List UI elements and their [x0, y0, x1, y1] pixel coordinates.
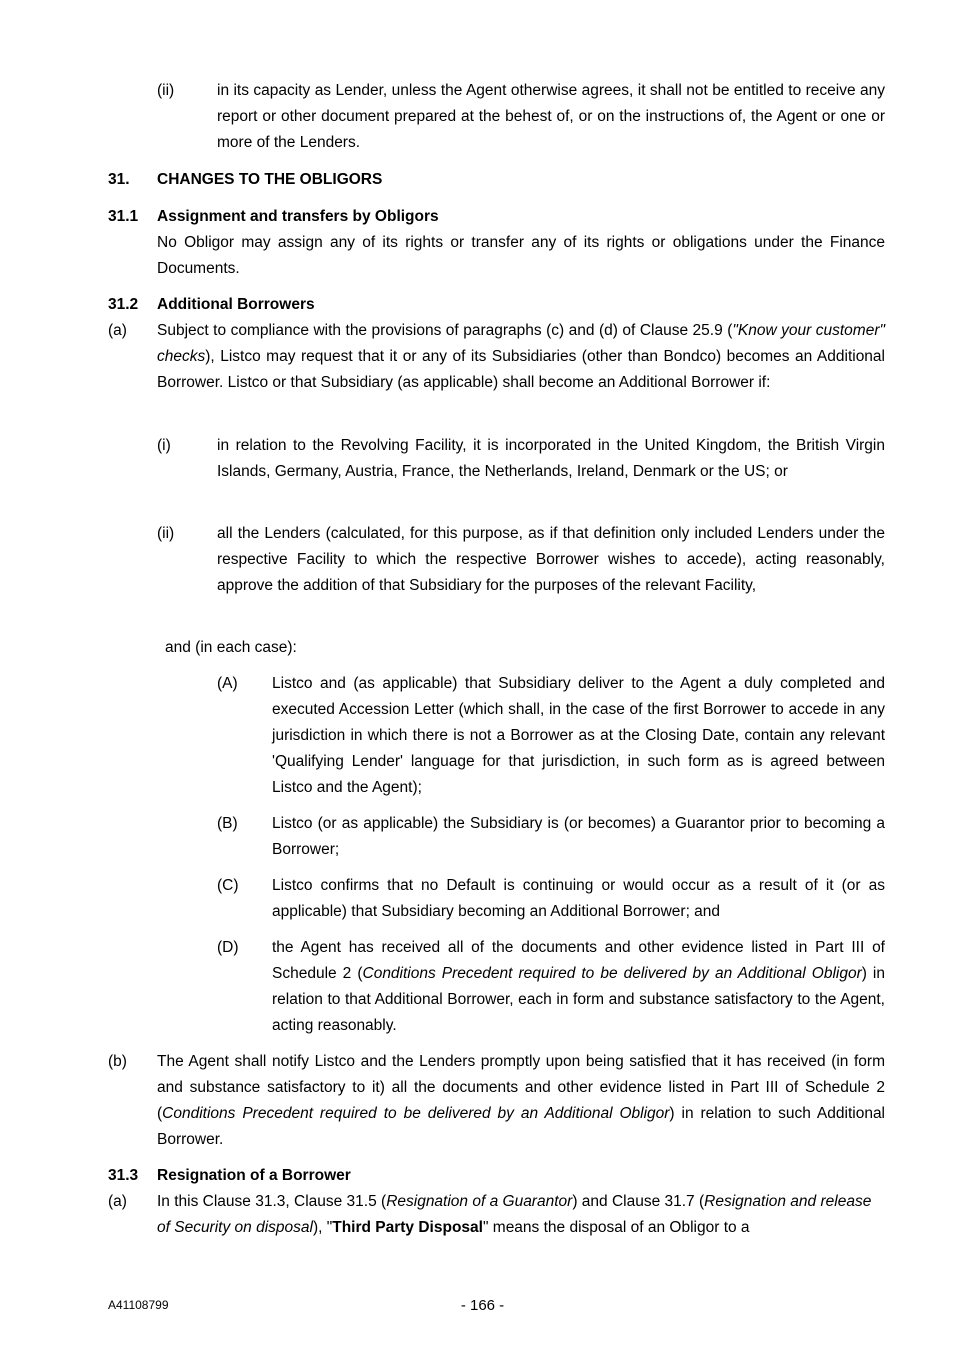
paragraph: In this Clause 31.3, Clause 31.5 (Resignation of a Guarantor) and Clause 31.7 (Resignation and release of Security on disposal), "Third Party Disposal" means the disposal of an Obligor to a — [157, 1193, 872, 1236]
document-reference: A41108799 — [108, 1298, 169, 1312]
list-marker: (A) — [217, 675, 238, 692]
page-number: - 166 - — [460, 1297, 505, 1314]
clause-title: Assignment and transfers by Obligors — [157, 208, 439, 225]
paragraph: and (in each case): — [165, 639, 297, 656]
section-title: CHANGES TO THE OBLIGORS — [157, 171, 383, 188]
paragraph: Listco confirms that no Default is continuing or would occur as a result of it (or as applicable) that Subsidiary becoming an Additional Borrower; and — [272, 877, 885, 920]
list-marker: (C) — [217, 877, 239, 894]
clause-title: Resignation of a Borrower — [157, 1167, 351, 1184]
list-marker: (a) — [108, 322, 127, 339]
list-marker: (D) — [217, 939, 239, 956]
section-number: 31. — [108, 171, 130, 188]
paragraph: The Agent shall notify Listco and the Lenders promptly upon being satisfied that it has received (in form and substance satisfactory to it) all the documents and other evidence listed in Part III of Schedule 2 (Conditions Precedent required to be delivered by an Additional Obligor) in relation to such Additional Borrower. — [157, 1053, 886, 1148]
clause-number: 31.2 — [108, 296, 139, 313]
list-marker: (b) — [108, 1053, 127, 1070]
paragraph: Listco (or as applicable) the Subsidiary is (or becomes) a Guarantor prior to becoming a Borrower; — [272, 815, 885, 858]
list-marker: (a) — [108, 1193, 127, 1210]
clause-number: 31.3 — [108, 1167, 139, 1184]
clause-number: 31.1 — [108, 208, 139, 225]
clause-title: Additional Borrowers — [157, 296, 315, 313]
paragraph: Listco and (as applicable) that Subsidiary deliver to the Agent a duly completed and executed Accession Letter (which shall, in the case of the first Borrower to accede in any jurisdiction in which there is not a Borrower as at the Closing Date, contain any relevant 'Qualifying Lender' language for that jurisdiction, in such form as is agreed between Listco and the Agent); — [272, 675, 885, 796]
list-marker: (ii) — [157, 525, 175, 542]
paragraph: the Agent has received all of the documents and other evidence listed in Part III of Schedule 2 (Conditions Precedent required to be delivered by an Additional Obligor) in relation to that Additional Borrower, each in form and substance satisfactory to the Agent, acting reasonably. — [272, 939, 885, 1034]
list-marker: (ii) — [157, 82, 175, 99]
paragraph: Subject to compliance with the provisions of paragraphs (c) and (d) of Clause 25.9 ("Know your customer" checks), Listco may request that it or any of its Subsidiaries (other than Bondco) becomes an Additional Borrower. Listco or that Subsidiary (as applicable) shall become an Additional Borrower if: — [157, 322, 885, 391]
list-marker: (B) — [217, 815, 238, 832]
paragraph: in its capacity as Lender, unless the Agent otherwise agrees, it shall not be entitled to receive any report or other document prepared at the behest of, or on the instructions of, the Agent or one or more of the Lenders. — [217, 82, 885, 151]
paragraph: No Obligor may assign any of its rights or transfer any of its rights or obligations under the Finance Documents. — [157, 234, 885, 277]
paragraph: in relation to the Revolving Facility, it is incorporated in the United Kingdom, the British Virgin Islands, Germany, Austria, France, the Netherlands, Ireland, Denmark or the US; or — [217, 437, 885, 480]
paragraph: all the Lenders (calculated, for this purpose, as if that definition only included Lenders under the respective Facility to which the respective Borrower wishes to accede), acting reasonably, approve the addition of that Subsidiary for the purposes of the relevant Facility, — [217, 525, 885, 594]
list-marker: (i) — [157, 437, 171, 454]
